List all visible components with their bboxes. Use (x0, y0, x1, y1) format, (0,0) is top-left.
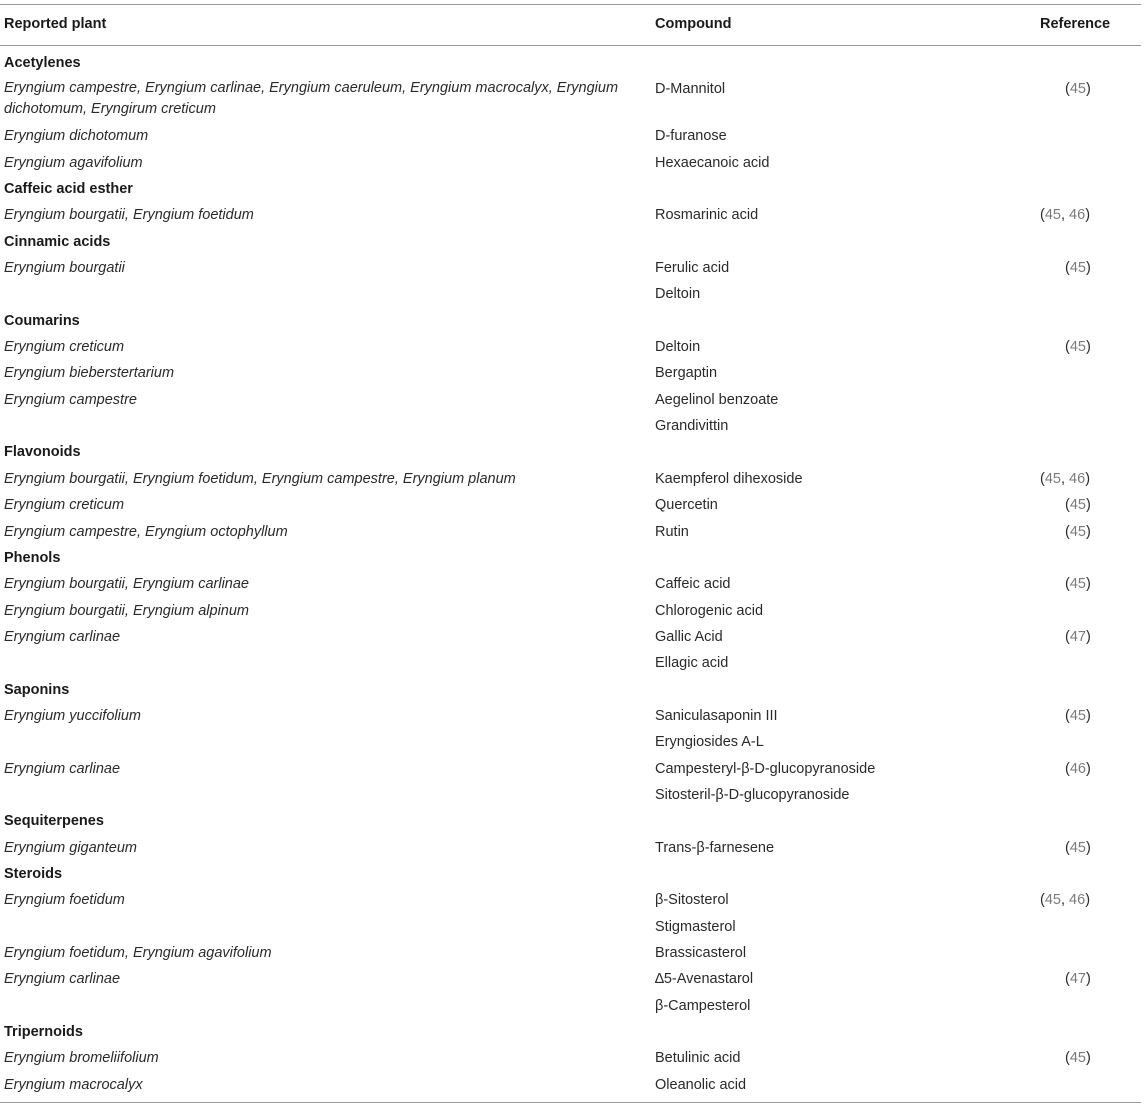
table-row (0, 387, 1141, 413)
compound-cell: Sitosteril-β-D-glucopyranoside (655, 786, 850, 803)
reported-plant-cell: Eryngium agavifolium (4, 154, 143, 171)
reference-link[interactable]: 45 (1069, 339, 1086, 356)
category-row (0, 808, 1141, 834)
compound-cell: Deltoin (655, 339, 701, 356)
table-row (0, 281, 1141, 307)
reference-cell: (45) (1065, 839, 1091, 856)
category-label: Cinnamic acids (4, 233, 111, 250)
category-label: Saponins (4, 681, 70, 698)
reported-plant-cell: Eryngium bourgatii, Eryngium alpinum (4, 602, 249, 619)
category-row (0, 176, 1141, 202)
compound-cell: Hexaecanoic acid (655, 154, 770, 171)
reported-plant-cell: Eryngium creticum (4, 497, 125, 514)
reference-link[interactable]: 45 (1044, 892, 1061, 909)
table-row (0, 334, 1141, 360)
category-label: Sequiterpenes (4, 813, 104, 830)
compound-cell: Eryngiosides A-L (655, 734, 764, 751)
compound-cell: Kaempferol dihexoside (655, 470, 803, 487)
category-label: Flavonoids (4, 444, 81, 461)
reference-link[interactable]: 45 (1069, 260, 1086, 277)
reference-link[interactable]: 47 (1069, 971, 1086, 988)
table-row (0, 150, 1141, 176)
table-row (0, 1072, 1141, 1098)
reference-link[interactable]: 45 (1069, 523, 1086, 540)
table-row (0, 940, 1141, 966)
compound-cell: Aegelinol benzoate (655, 391, 779, 408)
reported-plant-cell: Eryngium giganteum (4, 839, 137, 856)
category-row (0, 1019, 1141, 1045)
compound-cell: Chlorogenic acid (655, 602, 764, 619)
compound-cell: D-Mannitol (655, 81, 726, 98)
reference-cell: (45) (1065, 523, 1091, 540)
category-row (0, 50, 1141, 76)
reference-cell: (45) (1065, 497, 1091, 514)
reference-cell: (45) (1065, 576, 1091, 593)
reported-plant-cell: Eryngium macrocalyx (4, 1076, 143, 1093)
table-row (0, 413, 1141, 439)
reference-link[interactable]: 46 (1069, 760, 1086, 777)
table-body (0, 46, 1141, 1098)
category-row (0, 439, 1141, 465)
compound-cell: Betulinic acid (655, 1050, 741, 1067)
reference-cell: (46) (1065, 760, 1091, 777)
reported-plant-cell: Eryngium campestre (4, 391, 137, 408)
reference-link[interactable]: 45 (1044, 470, 1061, 487)
category-label: Coumarins (4, 312, 80, 329)
compound-cell: Brassicasterol (655, 945, 747, 961)
category-label: Steroids (4, 865, 63, 882)
compound-cell: ∆5-Avenastarol (655, 971, 754, 988)
table-row (0, 966, 1141, 992)
category-row (0, 861, 1141, 887)
reference-link[interactable]: 46 (1069, 892, 1086, 909)
header-reported-plant: Reported plant (4, 16, 107, 32)
reference-link[interactable]: 45 (1069, 1050, 1086, 1067)
table-row (0, 202, 1141, 228)
table-row (0, 650, 1141, 676)
compound-cell: Quercetin (655, 497, 718, 514)
table-row (0, 571, 1141, 597)
reported-plant-cell: Eryngium bourgatii, Eryngium foetidum (4, 207, 254, 224)
compound-cell: D-furanose (655, 128, 727, 145)
reported-plant-cell: Eryngium bourgatii (4, 260, 125, 277)
reference-link[interactable]: 45 (1069, 576, 1086, 593)
reported-plant-cell: Eryngium dichotomum (4, 128, 149, 145)
table-row (0, 887, 1141, 913)
compounds-table (0, 4, 1141, 1103)
reference-cell: (45, 46) (1040, 470, 1091, 487)
compound-cell: Caffeic acid (655, 576, 731, 593)
reported-plant-cell: Eryngium bourgatii, Eryngium foetidum, Eryngium campestre, Eryngium planum (4, 470, 516, 487)
compound-cell: Grandivittin (655, 418, 729, 435)
category-row (0, 545, 1141, 571)
reference-link[interactable]: 46 (1069, 207, 1086, 224)
reference-link[interactable]: 47 (1069, 628, 1086, 645)
reported-plant-cell: Eryngium foetidum, Eryngium agavifolium (4, 945, 272, 961)
reference-link[interactable]: 46 (1069, 470, 1086, 487)
table-row (0, 492, 1141, 518)
table-row (0, 993, 1141, 1019)
table-row (0, 519, 1141, 545)
table-row (0, 466, 1141, 492)
compound-cell: Deltoin (655, 286, 701, 303)
table-row (0, 255, 1141, 281)
table-row (0, 624, 1141, 650)
reported-plant-cell: Eryngium foetidum (4, 892, 125, 909)
reference-cell: (47) (1065, 628, 1091, 645)
table-row (0, 729, 1141, 755)
header-compound: Compound (655, 16, 732, 32)
table-row (0, 360, 1141, 386)
compound-cell: Bergaptin (655, 365, 718, 382)
compound-cell: Gallic Acid (655, 628, 723, 645)
compound-cell: Saniculasaponin III (655, 707, 778, 724)
reference-cell: (45) (1065, 707, 1091, 724)
reported-plant-cell: Eryngium carlinae (4, 971, 121, 988)
reported-plant-cell: Eryngium campestre, Eryngium carlinae, Eryngium caeruleum, Eryngium macrocalyx, Eryngium dichotomum, Eryngirum creticum (4, 80, 619, 118)
table-row (0, 123, 1141, 149)
table-row (0, 756, 1141, 782)
compound-cell: Stigmasterol (655, 918, 736, 935)
reference-cell: (45) (1065, 339, 1091, 356)
category-label: Caffeic acid esther (4, 181, 133, 198)
table-row (0, 1045, 1141, 1071)
table-row (0, 914, 1141, 940)
category-label: Phenols (4, 549, 61, 566)
bottom-rule (0, 1102, 1141, 1103)
reference-cell: (45, 46) (1040, 207, 1091, 224)
category-row (0, 677, 1141, 703)
reported-plant-cell: Eryngium carlinae (4, 628, 121, 645)
table-header (0, 5, 1141, 45)
category-label: Tripernoids (4, 1024, 83, 1041)
compound-cell: Ferulic acid (655, 260, 730, 277)
reference-link[interactable]: 45 (1044, 207, 1061, 224)
reference-cell: (45) (1065, 260, 1091, 277)
reference-cell: (45, 46) (1040, 892, 1091, 909)
reference-link[interactable]: 45 (1069, 707, 1086, 724)
reported-plant-cell: Eryngium yuccifolium (4, 707, 141, 724)
category-row (0, 229, 1141, 255)
reported-plant-cell: Eryngium bromeliifolium (4, 1050, 159, 1067)
reported-plant-cell: Eryngium creticum (4, 339, 125, 356)
compound-cell: Ellagic acid (655, 655, 729, 672)
compound-cell: Rosmarinic acid (655, 207, 759, 224)
compound-cell: β-Campesterol (655, 997, 751, 1014)
reported-plant-cell: Eryngium carlinae (4, 760, 121, 777)
reference-link[interactable]: 45 (1069, 839, 1086, 856)
table-row (0, 598, 1141, 624)
reported-plant-cell: Eryngium bieberstertarium (4, 365, 175, 382)
compound-cell: Rutin (655, 523, 689, 540)
reported-plant-cell: Eryngium bourgatii, Eryngium carlinae (4, 576, 249, 593)
reference-cell: (45) (1065, 81, 1091, 98)
reference-cell: (45) (1065, 1050, 1091, 1067)
category-row (0, 308, 1141, 334)
table-row (0, 835, 1141, 861)
compound-cell: β-Sitosterol (655, 892, 729, 909)
reference-cell: (47) (1065, 971, 1091, 988)
compound-cell: Trans-β-farnesene (655, 839, 775, 856)
reference-link[interactable]: 45 (1069, 497, 1086, 514)
table-row (0, 782, 1141, 808)
compound-cell: Oleanolic acid (655, 1076, 747, 1093)
header-reference: Reference (1040, 16, 1111, 32)
category-label: Acetylenes (4, 55, 81, 71)
table-row (0, 703, 1141, 729)
table-row (0, 76, 1141, 123)
compound-cell: Campesteryl-β-D-glucopyranoside (655, 760, 876, 777)
reference-link[interactable]: 45 (1069, 81, 1086, 98)
reported-plant-cell: Eryngium campestre, Eryngium octophyllum (4, 523, 288, 540)
